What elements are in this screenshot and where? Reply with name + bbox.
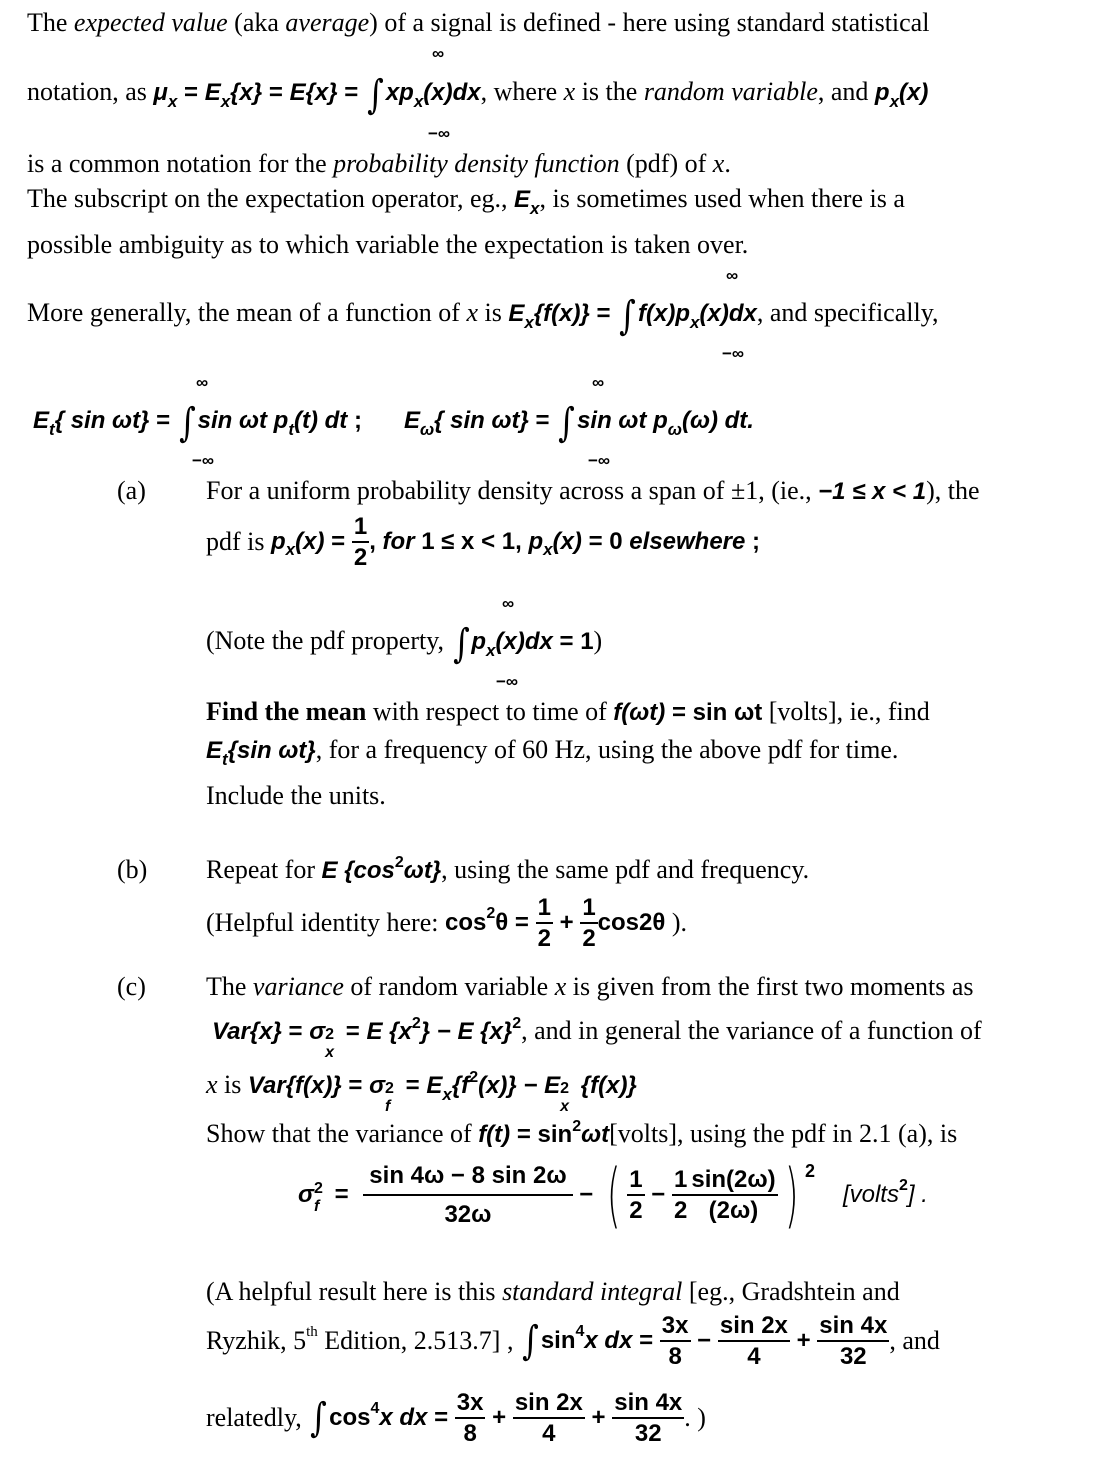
math-sup: 2 bbox=[394, 854, 404, 871]
math-f: f(ωt) bbox=[613, 699, 666, 726]
math-p: p bbox=[273, 407, 289, 434]
part-c-line-2 bbox=[212, 1015, 982, 1061]
math-eq: = bbox=[528, 407, 557, 434]
text: , and bbox=[817, 77, 875, 106]
integral-upper-limit: ∞ bbox=[196, 373, 209, 392]
fraction-denominator: 32 bbox=[839, 1343, 867, 1371]
general-mean-line bbox=[27, 293, 939, 339]
math-arg: {sin ωt} bbox=[227, 737, 316, 764]
text: . bbox=[724, 149, 731, 178]
fraction-denominator: 2 bbox=[582, 925, 596, 953]
text: [volts], using the pdf in 2.1 (a), is bbox=[609, 1119, 958, 1148]
text: ), the bbox=[926, 476, 980, 505]
fraction-one-half bbox=[627, 1167, 644, 1223]
part-b-line-2 bbox=[206, 895, 687, 951]
integral-upper-limit: ∞ bbox=[726, 266, 739, 285]
term-standard-integral: standard integral bbox=[502, 1277, 683, 1306]
integral-lower-limit: −∞ bbox=[428, 124, 451, 143]
math-plus: + bbox=[552, 909, 581, 937]
math-sub: x bbox=[442, 1085, 452, 1104]
part-c-line-1 bbox=[206, 974, 974, 1000]
text: ) bbox=[593, 626, 603, 655]
math-sub: x bbox=[524, 313, 534, 332]
text: ) of a signal is defined - here using standard statistical bbox=[369, 8, 930, 37]
math-sub: x bbox=[530, 199, 540, 218]
math-arg: ωt} bbox=[403, 857, 442, 884]
math-arg: ωt bbox=[581, 1121, 610, 1148]
fraction-denominator: 4 bbox=[747, 1343, 761, 1371]
integral-sign: ∫ bbox=[558, 400, 575, 446]
fraction-denominator: 8 bbox=[463, 1420, 477, 1448]
term-random-variable: random variable bbox=[643, 77, 818, 106]
math-E: E bbox=[33, 407, 50, 434]
integral-lower-limit: −∞ bbox=[192, 451, 215, 470]
math-sup: 4 bbox=[575, 1323, 585, 1341]
math-p: p bbox=[521, 528, 544, 556]
text: with respect to time of bbox=[366, 697, 614, 726]
math-sub: x bbox=[690, 313, 700, 332]
math-integrand: x dx bbox=[379, 1404, 428, 1432]
text: is given from the first two moments as bbox=[566, 972, 974, 1001]
math-theta: θ bbox=[652, 909, 666, 937]
part-a-line-2 bbox=[206, 514, 760, 570]
math-plus: + bbox=[584, 1404, 613, 1432]
math-E: E bbox=[403, 407, 420, 434]
math-arg: (x) bbox=[295, 528, 325, 556]
math-p: p bbox=[653, 407, 668, 434]
math-eq: = bbox=[337, 79, 365, 106]
integral-sign: ∫ bbox=[178, 400, 196, 446]
fraction-numerator: sin 4ω − 8 sin 2ω bbox=[363, 1163, 572, 1196]
math-expectation: E{x} bbox=[289, 79, 338, 106]
part-a-label: (a) bbox=[117, 476, 146, 505]
math-var: Var{f(x)} bbox=[247, 1072, 342, 1099]
math-sub: x bbox=[285, 540, 296, 560]
math-for: for bbox=[375, 528, 422, 556]
math-sub: x bbox=[167, 92, 178, 111]
math-integrand: sin ωt bbox=[197, 407, 274, 434]
math-arg: {x} bbox=[230, 79, 263, 106]
fraction-numerator: 1 bbox=[627, 1167, 644, 1196]
math-p: p bbox=[471, 628, 487, 655]
intro-line-4 bbox=[27, 184, 905, 218]
math-cos: cos2 bbox=[597, 909, 653, 937]
var-x: x bbox=[554, 972, 567, 1001]
text: , and specifically, bbox=[756, 298, 939, 327]
math-eq: = bbox=[177, 79, 205, 106]
text: The subscript on the expectation operator, eg., bbox=[27, 184, 515, 213]
math-sup: 2 bbox=[411, 1015, 421, 1032]
helpful-result-line-2 bbox=[206, 1313, 940, 1369]
text: , and in general the variance of a function of bbox=[521, 1016, 982, 1045]
math-sub: ω bbox=[419, 420, 435, 439]
math-sub: x bbox=[889, 92, 900, 111]
fraction-3x-8 bbox=[455, 1390, 486, 1446]
integral-upper-limit: ∞ bbox=[592, 373, 605, 392]
math-sub: t bbox=[222, 750, 228, 769]
math-arg: (x) bbox=[552, 528, 582, 556]
integral-upper-limit: ∞ bbox=[432, 44, 445, 63]
math-sub: x bbox=[543, 540, 553, 560]
part-a-note bbox=[206, 621, 603, 667]
math-sup: 2 bbox=[572, 1118, 582, 1135]
text: , using the same pdf and frequency. bbox=[441, 855, 810, 884]
math-range: 1 ≤ x < 1, bbox=[421, 528, 522, 556]
math-eq: = bbox=[632, 1327, 660, 1355]
text: possible ambiguity as to which variable the expectation is taken over. bbox=[27, 230, 749, 259]
text: , where bbox=[480, 77, 564, 106]
part-c-line-4 bbox=[206, 1118, 958, 1148]
math-integrand: sin ωt bbox=[577, 407, 654, 434]
math-sigma: σ bbox=[298, 1181, 314, 1208]
math-eq: = bbox=[589, 300, 618, 327]
text: (aka bbox=[227, 8, 286, 37]
text: Edition, 2.513.7] , bbox=[317, 1326, 520, 1356]
fraction-denominator: (2ω) bbox=[708, 1197, 759, 1224]
math-sup: 2 bbox=[898, 1176, 908, 1194]
math-integrand: (t) dt bbox=[293, 407, 348, 434]
integral-lower-limit: −∞ bbox=[496, 672, 519, 691]
math-expectation: } − E {x} bbox=[420, 1018, 513, 1045]
math-zero: = 0 bbox=[581, 528, 630, 556]
math-eq: = bbox=[149, 407, 177, 434]
helpful-result-line-1 bbox=[206, 1279, 900, 1305]
math-sigma: σ bbox=[369, 1072, 385, 1099]
text: Ryzhik, 5 bbox=[206, 1326, 307, 1356]
fraction-numerator: sin 4x bbox=[612, 1390, 684, 1419]
math-sub: t bbox=[49, 420, 55, 439]
fraction-numerator: 1 bbox=[352, 514, 369, 543]
fraction-sin2x-4 bbox=[718, 1313, 790, 1369]
math-f: f(t) bbox=[478, 1121, 511, 1148]
math-semicolon: ; bbox=[745, 528, 761, 556]
math-minus: − bbox=[572, 1181, 600, 1208]
math-plus: + bbox=[789, 1327, 818, 1355]
integral-lower-limit: −∞ bbox=[588, 451, 611, 470]
math-sub: x bbox=[220, 92, 231, 111]
fraction-numerator: sin 2x bbox=[513, 1390, 585, 1419]
math-sup: 4 bbox=[370, 1400, 380, 1418]
part-c-label: (c) bbox=[117, 972, 146, 1001]
part-a-find-line-2 bbox=[206, 735, 899, 769]
integral-sign: ∫ bbox=[619, 293, 636, 339]
text: is a common notation for the bbox=[27, 149, 334, 178]
math-eq: = bbox=[399, 1072, 427, 1099]
text: of random variable bbox=[343, 972, 555, 1001]
math-integrand: f(x)p bbox=[638, 300, 691, 327]
math-arg: { sin ωt} bbox=[434, 407, 529, 434]
find-the-mean: Find the mean bbox=[206, 697, 367, 726]
fraction-one-half bbox=[352, 514, 369, 570]
fraction-numerator: 1 bbox=[580, 895, 597, 924]
text: is bbox=[477, 298, 509, 327]
math-minus: − bbox=[644, 1181, 672, 1208]
var-x: x bbox=[466, 298, 478, 327]
math-comma: , bbox=[369, 528, 376, 556]
part-a-line-1 bbox=[206, 478, 980, 504]
math-eq: = bbox=[327, 1181, 356, 1208]
math-elsewhere: elsewhere bbox=[629, 528, 746, 556]
integral-sign: ∫ bbox=[452, 621, 470, 667]
part-b-label: (b) bbox=[117, 855, 148, 884]
math-sup: 2 bbox=[486, 905, 496, 923]
text: For a uniform probability density across a span of ±1, (ie., bbox=[206, 476, 819, 505]
math-sin: sin bbox=[540, 1327, 576, 1355]
math-minus: − bbox=[690, 1327, 718, 1355]
math-inequality: −1 ≤ x < 1 bbox=[818, 478, 927, 505]
fraction-sin4x-32 bbox=[612, 1390, 684, 1446]
math-eq: = sin bbox=[510, 1121, 573, 1148]
math-E: E bbox=[204, 79, 221, 106]
superscript-th: th bbox=[306, 1324, 318, 1341]
var-x: x bbox=[563, 77, 576, 106]
math-plus: + bbox=[485, 1404, 513, 1432]
integral-sign: ∫ bbox=[310, 1395, 328, 1442]
fraction-one-half bbox=[672, 1167, 689, 1223]
math-arg: {f bbox=[451, 1072, 470, 1099]
text: [volts], ie., find bbox=[762, 697, 930, 726]
integral-upper-limit: ∞ bbox=[502, 594, 515, 613]
fraction-3x-8 bbox=[660, 1313, 691, 1369]
math-sub: x bbox=[560, 1098, 570, 1115]
integral-sign: ∫ bbox=[367, 72, 384, 118]
math-integrand: x dx bbox=[584, 1327, 633, 1355]
math-sub: t bbox=[288, 420, 294, 439]
math-arg: {f(x)} bbox=[533, 300, 590, 327]
fraction-one-half bbox=[536, 895, 553, 951]
term-expected-value: expected value bbox=[73, 8, 228, 37]
fraction-denominator: 4 bbox=[542, 1420, 556, 1448]
math-sub: f bbox=[385, 1098, 391, 1115]
intro-line-3 bbox=[27, 151, 731, 177]
fraction-result bbox=[363, 1163, 572, 1227]
fraction-numerator: 3x bbox=[660, 1313, 691, 1342]
math-sup: 2 bbox=[560, 1080, 570, 1097]
right-parenthesis: ) bbox=[784, 1154, 799, 1236]
text: The bbox=[27, 8, 74, 37]
math-integrand: xp bbox=[385, 79, 414, 106]
fraction-denominator: 32ω bbox=[444, 1201, 492, 1228]
term-variance: variance bbox=[252, 972, 344, 1001]
math-eq: = sin ωt bbox=[665, 699, 763, 726]
math-sup: 2 bbox=[512, 1015, 522, 1032]
fraction-sin2x-4 bbox=[513, 1390, 585, 1446]
math-expectation: E {cos bbox=[321, 857, 395, 884]
variance-result-equation bbox=[298, 1154, 928, 1236]
math-integrand: (ω) dt. bbox=[681, 407, 754, 434]
math-var: Var{x} bbox=[212, 1018, 282, 1045]
math-sup: 2 bbox=[469, 1069, 479, 1086]
math-cos: cos bbox=[329, 1404, 371, 1432]
fraction-numerator: sin 2x bbox=[718, 1313, 790, 1342]
text: , is sometimes used when there is a bbox=[539, 184, 905, 213]
math-eq: = bbox=[427, 1404, 455, 1432]
fraction-denominator: 2 bbox=[629, 1197, 643, 1224]
math-eq: = bbox=[324, 528, 352, 556]
term-average: average bbox=[285, 8, 370, 37]
math-eq: = bbox=[341, 1072, 370, 1099]
fraction-numerator: 1 bbox=[672, 1167, 689, 1196]
math-eq: = bbox=[262, 79, 290, 106]
fraction-sin-ratio bbox=[689, 1167, 777, 1223]
text: , and bbox=[889, 1326, 940, 1356]
math-E: E bbox=[514, 186, 531, 213]
text: is the bbox=[575, 77, 644, 106]
math-sub: x bbox=[413, 92, 424, 111]
text: relatedly, bbox=[206, 1403, 309, 1433]
term-pdf: probability density function bbox=[333, 149, 620, 178]
math-sub: x bbox=[486, 641, 496, 660]
fraction-numerator: 1 bbox=[536, 895, 553, 924]
math-eq: = bbox=[339, 1018, 367, 1045]
integral-lower-limit: −∞ bbox=[722, 344, 745, 363]
math-E: E bbox=[206, 737, 223, 764]
fraction-numerator: 3x bbox=[455, 1390, 486, 1419]
specific-equations-line bbox=[33, 400, 754, 446]
text: Show that the variance of bbox=[206, 1119, 479, 1148]
math-sup: 2 bbox=[325, 1026, 335, 1043]
math-integrand: (x)dx bbox=[699, 300, 757, 327]
text: notation, as bbox=[27, 77, 154, 106]
text: is bbox=[217, 1070, 248, 1099]
math-arg: (x) bbox=[899, 79, 929, 106]
text: The bbox=[206, 972, 253, 1001]
fraction-denominator: 32 bbox=[634, 1420, 662, 1448]
math-sup: 2 bbox=[804, 1161, 815, 1181]
math-sigma: σ bbox=[309, 1018, 326, 1045]
text: (Note the pdf property, bbox=[206, 626, 451, 655]
math-cos: cos bbox=[444, 909, 487, 937]
fraction-numerator: sin 4x bbox=[817, 1313, 889, 1342]
text: , for a frequency of 60 Hz, using the above pdf for time. bbox=[315, 735, 899, 764]
units: [volts bbox=[842, 1181, 899, 1208]
text: . ) bbox=[684, 1403, 706, 1433]
math-p: p bbox=[271, 528, 286, 556]
math-E: E bbox=[426, 1072, 443, 1099]
intro-line-2 bbox=[27, 72, 929, 118]
text: (pdf) of bbox=[619, 149, 713, 178]
math-sub: f bbox=[313, 1198, 320, 1215]
part-b-line-1 bbox=[206, 854, 810, 884]
units: ] . bbox=[907, 1181, 928, 1208]
part-a-find-line-1 bbox=[206, 699, 930, 725]
math-eq: = bbox=[508, 909, 536, 937]
math-arg: (x)} − E bbox=[478, 1072, 561, 1099]
fraction-numerator: sin(2ω) bbox=[689, 1167, 777, 1196]
fraction-sin4x-32 bbox=[817, 1313, 889, 1369]
text: (Helpful identity here: bbox=[206, 908, 445, 938]
left-parenthesis: ( bbox=[606, 1154, 621, 1236]
text: (A helpful result here is this bbox=[206, 1277, 503, 1306]
integral-sign: ∫ bbox=[522, 1318, 539, 1365]
intro-line-5 bbox=[27, 232, 748, 258]
text: [eg., Gradshtein and bbox=[682, 1277, 900, 1306]
part-a-find-line-3 bbox=[206, 783, 386, 809]
helpful-result-line-3 bbox=[206, 1390, 706, 1446]
math-eq: = 1 bbox=[552, 628, 594, 655]
fraction-denominator: 2 bbox=[673, 1197, 688, 1224]
math-p: p bbox=[874, 79, 890, 106]
intro-line-1 bbox=[27, 10, 929, 36]
text: Repeat for bbox=[206, 855, 322, 884]
math-integrand: (x)dx bbox=[423, 79, 481, 106]
text: More generally, the mean of a function of bbox=[27, 298, 467, 327]
math-arg: {f(x)} bbox=[574, 1072, 637, 1099]
math-sub: ω bbox=[667, 420, 682, 439]
fraction-denominator: 2 bbox=[537, 925, 551, 953]
math-eq: = bbox=[281, 1018, 310, 1045]
var-x: x bbox=[206, 1070, 218, 1099]
fraction-denominator: 8 bbox=[668, 1343, 682, 1371]
text: ). bbox=[665, 908, 688, 938]
fraction-one-half bbox=[580, 895, 597, 951]
math-separator: ; bbox=[347, 407, 362, 434]
var-x: x bbox=[712, 149, 725, 178]
math-sup: 2 bbox=[313, 1180, 323, 1197]
math-sub: x bbox=[325, 1044, 335, 1061]
math-integrand: (x)dx bbox=[495, 628, 553, 655]
math-arg: { sin ωt} bbox=[54, 407, 150, 434]
math-E: E bbox=[508, 300, 525, 327]
math-expectation: E {x bbox=[366, 1018, 412, 1045]
text: Include the units. bbox=[206, 781, 386, 810]
math-sup: 2 bbox=[385, 1080, 394, 1097]
part-c-line-3 bbox=[206, 1069, 637, 1115]
math-theta: θ bbox=[495, 909, 509, 937]
math-mu: μ bbox=[153, 79, 168, 106]
text: pdf is bbox=[206, 527, 271, 557]
fraction-denominator: 2 bbox=[353, 544, 368, 572]
